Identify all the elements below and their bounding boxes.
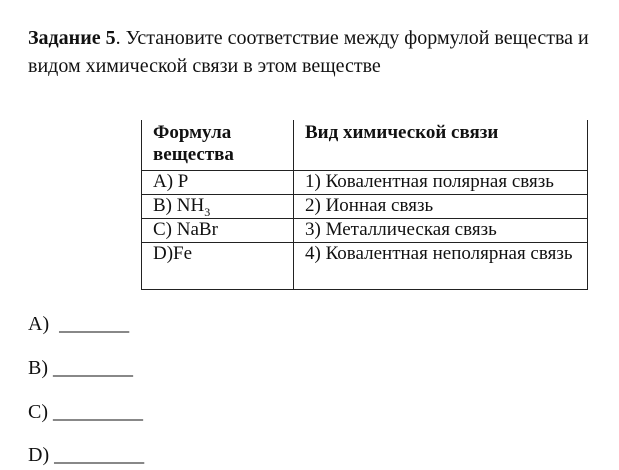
answer-line-a xyxy=(28,312,129,336)
answer-label: D) xyxy=(28,444,50,466)
formula-cell: D)Fe xyxy=(142,243,294,290)
formula-cell: А) P xyxy=(142,171,294,195)
answer-label: B) xyxy=(28,357,48,379)
bond-cell: 1) Ковалентная полярная связь xyxy=(294,171,588,195)
bond-cell: 4) Ковалентная неполярная связь xyxy=(294,243,588,290)
answer-label: C) xyxy=(28,401,48,423)
formula-cell: В) $NH_3$ xyxy=(142,195,294,219)
answer-blank[interactable]: ________ xyxy=(53,357,133,379)
answer-line-b xyxy=(28,356,133,380)
task-statement xyxy=(28,24,608,80)
table-row xyxy=(142,243,588,290)
bond-cell: 3) Металлическая связь xyxy=(294,219,588,243)
matching-table xyxy=(141,120,588,290)
answer-label: A) xyxy=(28,313,50,335)
answer-line-d xyxy=(28,443,144,467)
header-formula: Формула вещества xyxy=(142,120,294,171)
answer-blank[interactable]: _________ xyxy=(53,401,143,423)
answer-line-c xyxy=(28,400,143,424)
answer-blank[interactable]: _________ xyxy=(54,444,145,466)
answer-blank[interactable]: _______ xyxy=(59,313,130,335)
task-label: Задание 5 xyxy=(28,27,116,49)
table-header-row xyxy=(142,120,588,171)
formula-subscript: 3 xyxy=(204,204,211,219)
table-row xyxy=(142,171,588,195)
formula-cell: С) NaBr xyxy=(142,219,294,243)
header-bond-type: Вид химической связи xyxy=(294,120,588,171)
table-row xyxy=(142,219,588,243)
table-row xyxy=(142,195,588,219)
task-text: . Установите соответствие между формулой вещества и видом химической связи в этом веществе xyxy=(28,27,589,77)
bond-cell: 2) Ионная связь xyxy=(294,195,588,219)
